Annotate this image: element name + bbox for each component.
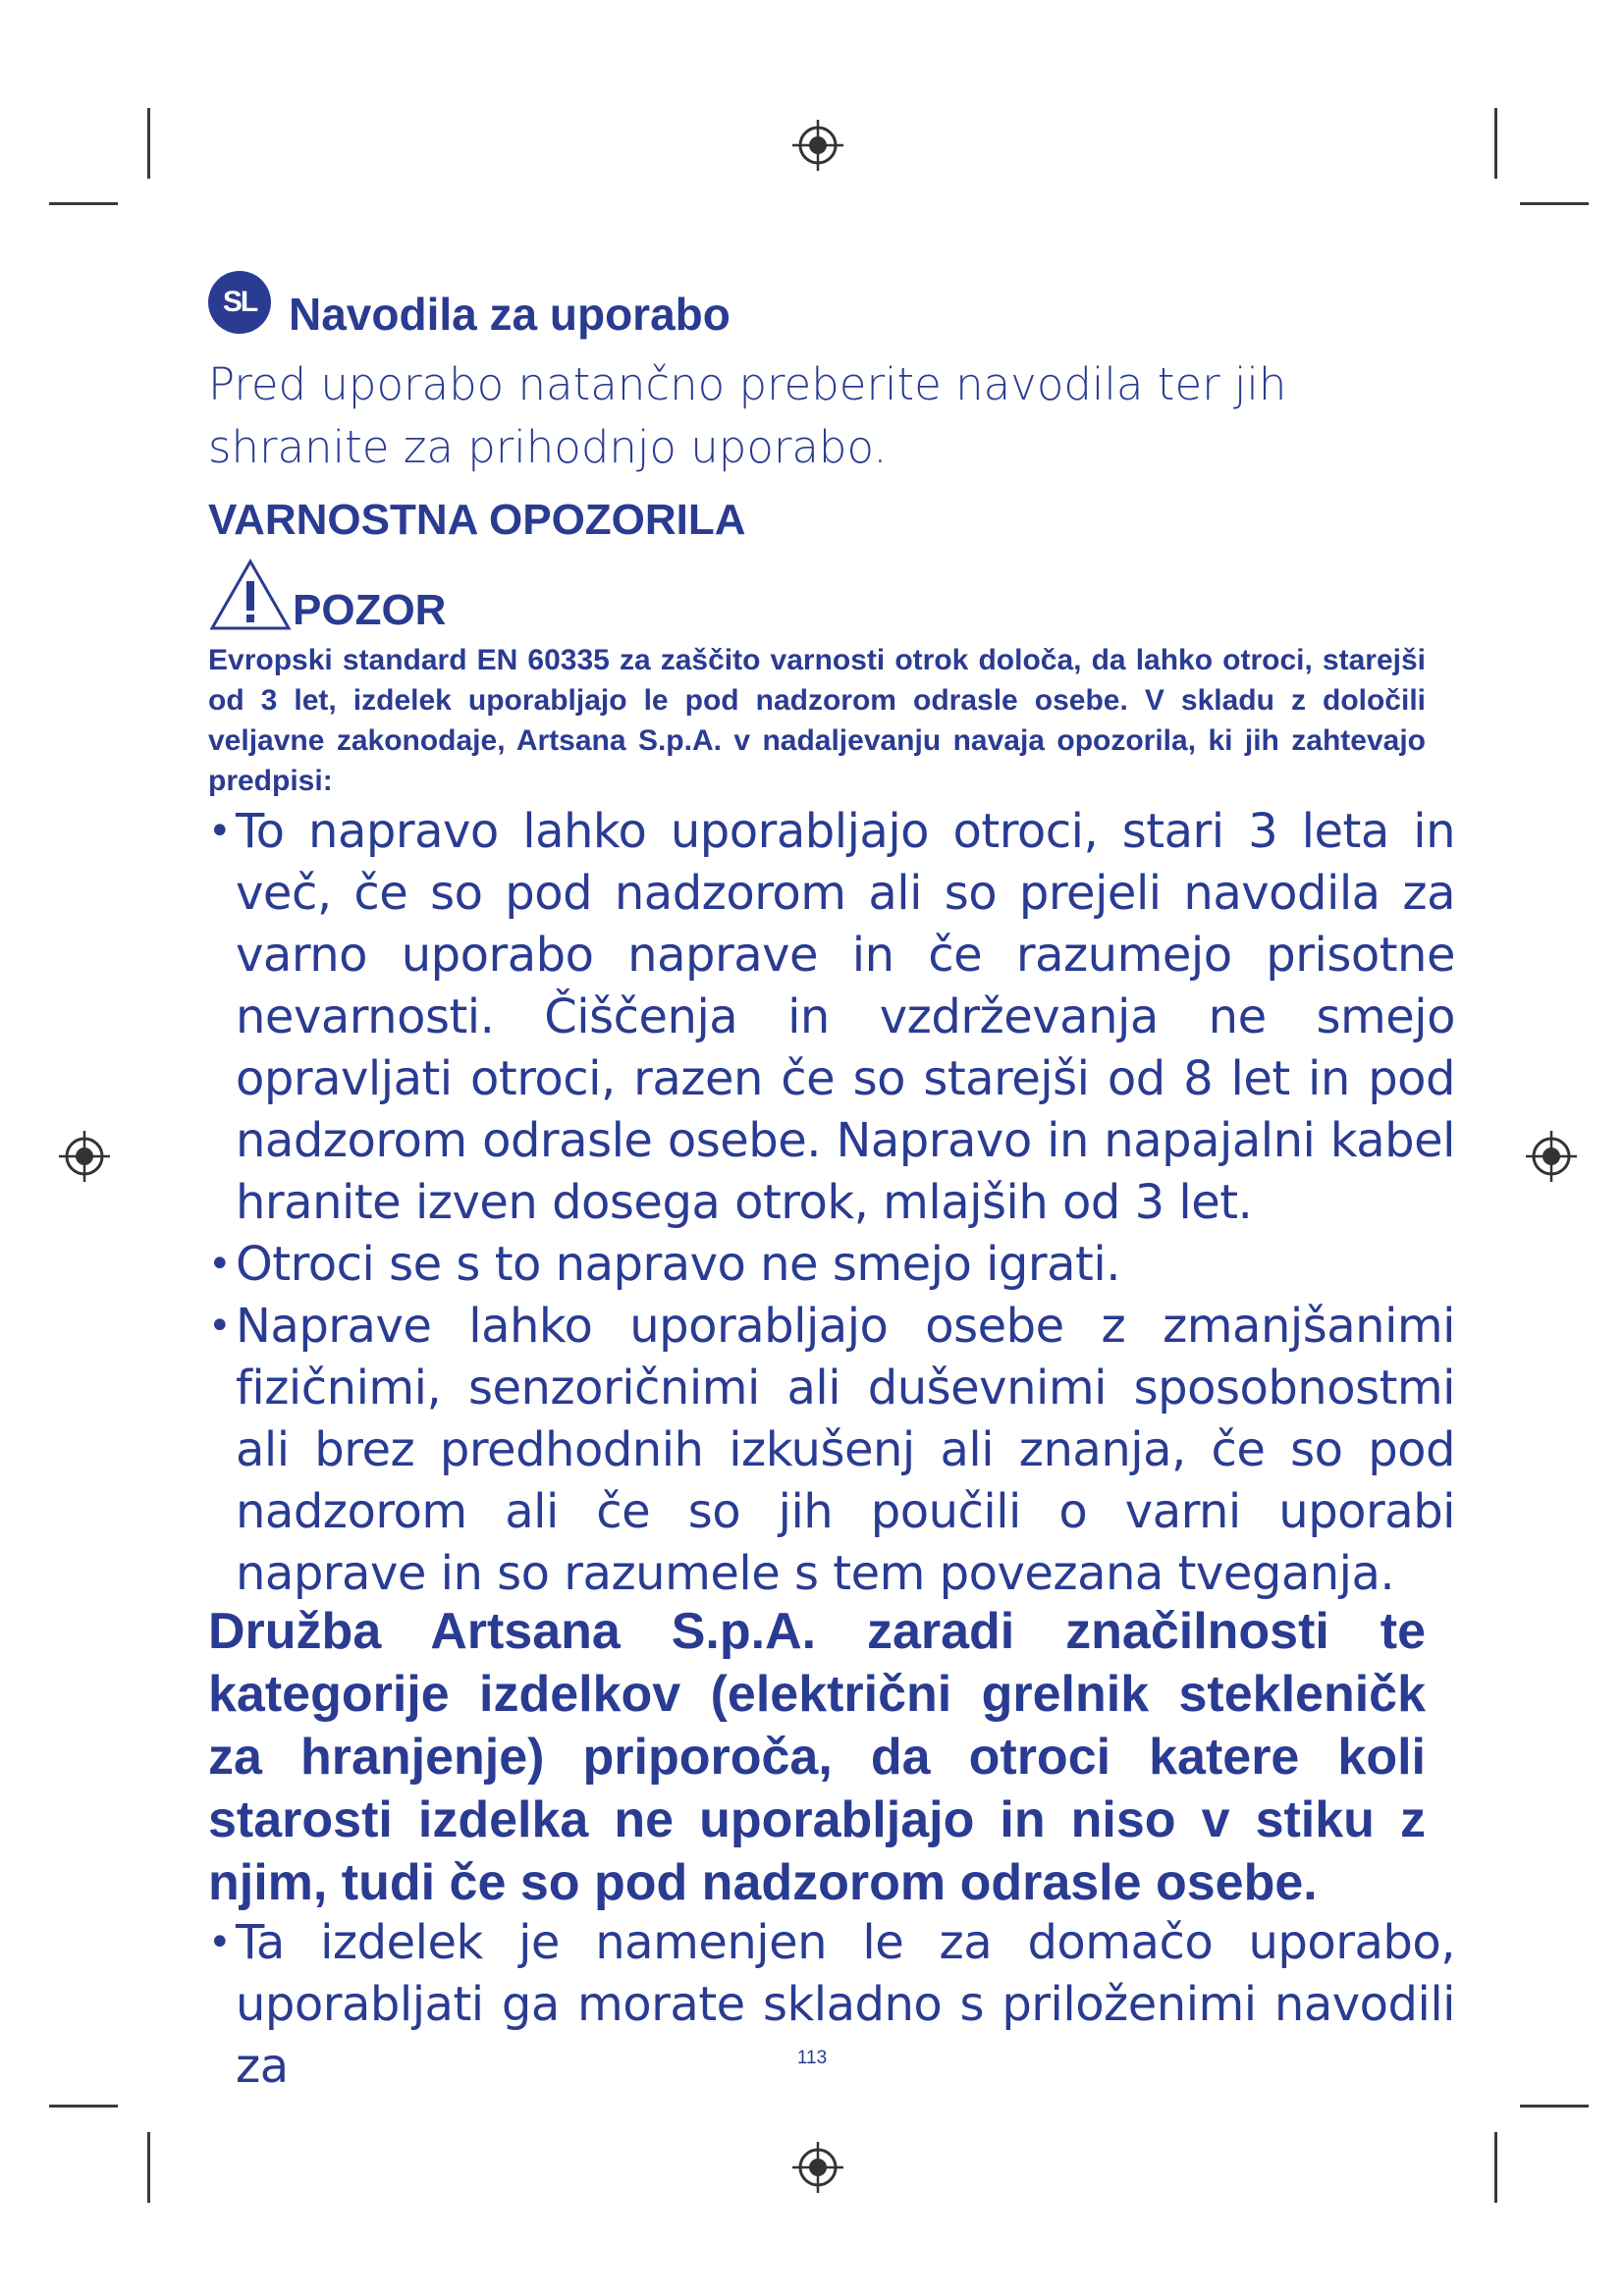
section-title: VARNOSTNA OPOZORILA: [208, 496, 746, 544]
registration-target-icon: [57, 1129, 112, 1184]
crop-mark-bottom-left-h: [49, 2105, 118, 2108]
warning-triangle-icon: [208, 558, 293, 632]
warning-label: POZOR: [293, 586, 447, 634]
safety-list: [208, 801, 1455, 1605]
registration-target-icon: [790, 118, 845, 173]
registration-target-icon: [1524, 1129, 1579, 1184]
crop-mark-top-left-v: [147, 108, 150, 179]
list-item: • Ta izdelek je namenjen le za domačo uporabo, uporabljati ga morate skladno s priloženimi navodili za: [208, 1912, 1455, 2098]
crop-mark-bottom-right-v: [1494, 2132, 1497, 2203]
language-badge: SL: [208, 271, 271, 334]
intro-text: Pred uporabo natančno preberite navodila ter jih shranite za prihodnjo uporabo.: [208, 358, 1287, 473]
list-item: • Otroci se s to napravo ne smejo igrati.: [208, 1234, 1455, 1296]
crop-mark-bottom-left-v: [147, 2132, 150, 2203]
crop-mark-top-right-v: [1494, 108, 1497, 179]
safety-list-continued: [208, 1912, 1455, 2098]
registration-target-icon: [790, 2140, 845, 2195]
list-item: • Naprave lahko uporabljajo osebe z zmanjšanimi fizičnimi, senzoričnimi ali duševnimi sposobnostmi ali brez predhodnih izkušenj ali znanja, če so pod nadzorom ali če so jih poučili o varni uporabi naprave in so razumele s tem povezana tveganja.: [208, 1296, 1455, 1605]
crop-mark-top-left-h: [49, 202, 118, 205]
bold-notice: Družba Artsana S.p.A. zaradi značilnosti te kategorije izdelkov (električni grelnik stekleničk za hranjenje) priporoča, da otroci katere koli starosti izdelka ne uporabljajo in niso v stiku z njim, tudi če so pod nadzorom odrasle osebe.: [208, 1603, 1426, 1911]
crop-mark-bottom-right-h: [1520, 2105, 1589, 2108]
page-title: Navodila za uporabo: [289, 289, 731, 340]
list-item: • To napravo lahko uporabljajo otroci, stari 3 leta in več, če so pod nadzorom ali so prejeli navodila za varno uporabo naprave in če razumejo prisotne nevarnosti. Čiščenja in vzdrževanja ne smejo opravljati otroci, razen če so starejši od 8 let in pod nadzorom odrasle osebe. Napravo in napajalni kabel hranite izven dosega otrok, mlajših od 3 let.: [208, 801, 1455, 1234]
page-number: 113: [796, 2048, 828, 2068]
crop-mark-top-right-h: [1520, 202, 1589, 205]
legal-paragraph: Evropski standard EN 60335 za zaščito varnosti otrok določa, da lahko otroci, starejši od 3 let, izdelek uporabljajo le pod nadzorom odrasle osebe. V skladu z določili veljavne zakonodaje, Artsana S.p.A. v nadaljevanju navaja opozorila, ki jih zahtevajo predpisi:: [208, 644, 1426, 797]
